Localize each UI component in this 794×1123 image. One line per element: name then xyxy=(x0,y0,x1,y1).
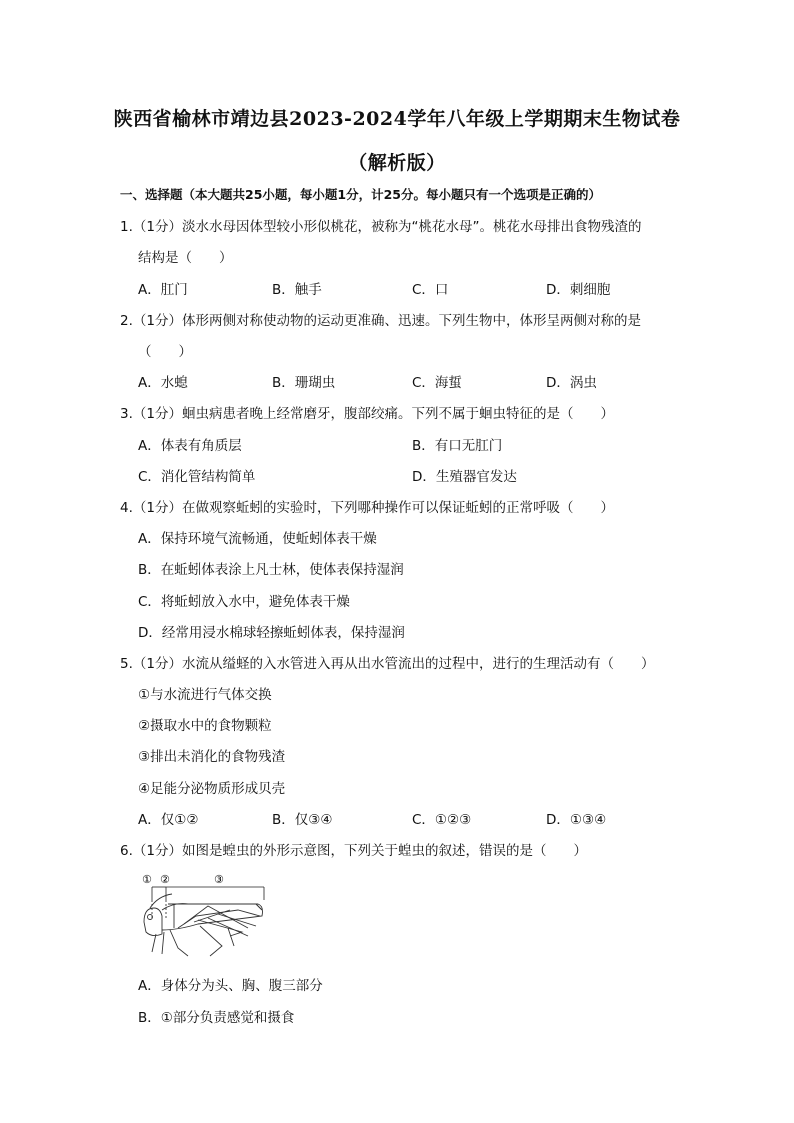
grasshopper-diagram xyxy=(138,870,268,962)
question-5-item-2: ②摄取水中的食物颗粒 xyxy=(138,718,272,734)
question-2-option-d: D．涡虫 xyxy=(546,375,597,391)
question-5-option-b: B．仅③④ xyxy=(272,812,333,828)
section-heading: 一、选择题（本大题共25小题，每小题1分，计25分。每小题只有一个选项是正确的） xyxy=(120,187,601,202)
question-1-option-b: B．触手 xyxy=(272,282,322,298)
question-1-option-c: C．口 xyxy=(412,282,449,298)
figure-label-2: ② xyxy=(160,873,170,886)
question-1-line-2: 结构是（ ） xyxy=(138,250,233,266)
question-6-option-b: B．①部分负责感觉和摄食 xyxy=(138,1010,295,1026)
page-title: 陕西省榆林市靖边县2023-2024学年八年级上学期期末生物试卷 xyxy=(113,108,681,130)
question-4-option-b: B．在蚯蚓体表涂上凡士林，使体表保持湿润 xyxy=(138,562,404,578)
question-3-option-c: C．消化管结构简单 xyxy=(138,469,256,485)
question-6-line-1: 6.（1分）如图是蝗虫的外形示意图，下列关于蝗虫的叙述，错误的是（ ） xyxy=(120,843,587,859)
question-5-option-a: A．仅①② xyxy=(138,812,199,828)
question-5-option-c: C．①②③ xyxy=(412,812,472,828)
figure-label-1: ① xyxy=(142,873,152,886)
question-1-option-d: D．刺细胞 xyxy=(546,282,611,298)
question-3-option-a: A．体表有角质层 xyxy=(138,438,242,454)
question-1-option-a: A．肛门 xyxy=(138,282,188,298)
question-5-item-3: ③排出未消化的食物残渣 xyxy=(138,749,286,765)
question-2-option-b: B．珊瑚虫 xyxy=(272,375,336,391)
question-1-line-1: 1.（1分）淡水水母因体型较小形似桃花，被称为“桃花水母”。桃花水母排出食物残渣的 xyxy=(120,219,642,235)
figure-label-3: ③ xyxy=(214,873,224,886)
question-6-option-a: A．身体分为头、胸、腹三部分 xyxy=(138,978,323,994)
question-3-option-b: B．有口无肛门 xyxy=(412,438,503,454)
question-3-option-d: D．生殖器官发达 xyxy=(412,469,517,485)
question-4-line-1: 4.（1分）在做观察蚯蚓的实验时，下列哪种操作可以保证蚯蚓的正常呼吸（ ） xyxy=(120,500,614,516)
question-2-option-a: A．水螅 xyxy=(138,375,188,391)
question-2-option-c: C．海蜇 xyxy=(412,375,462,391)
page-subtitle: （解析版） xyxy=(348,152,446,174)
question-5-item-1: ①与水流进行气体交换 xyxy=(138,687,272,703)
question-5-option-d: D．①③④ xyxy=(546,812,607,828)
question-4-option-d: D．经常用浸水棉球轻擦蚯蚓体表，保持湿润 xyxy=(138,625,405,641)
question-3-line-1: 3.（1分）蛔虫病患者晚上经常磨牙，腹部绞痛。下列不属于蛔虫特征的是（ ） xyxy=(120,406,614,422)
question-2-line-2: （ ） xyxy=(138,344,192,360)
question-2-line-1: 2.（1分）体形两侧对称使动物的运动更准确、迅速。下列生物中，体形呈两侧对称的是 xyxy=(120,313,641,329)
question-5-line-1: 5.（1分）水流从缢蛏的入水管进入再从出水管流出的过程中，进行的生理活动有（ ） xyxy=(120,656,655,672)
question-5-item-4: ④足能分泌物质形成贝壳 xyxy=(138,781,286,797)
question-4-option-a: A．保持环境气流畅通，使蚯蚓体表干燥 xyxy=(138,531,377,547)
question-4-option-c: C．将蚯蚓放入水中，避免体表干燥 xyxy=(138,594,350,610)
